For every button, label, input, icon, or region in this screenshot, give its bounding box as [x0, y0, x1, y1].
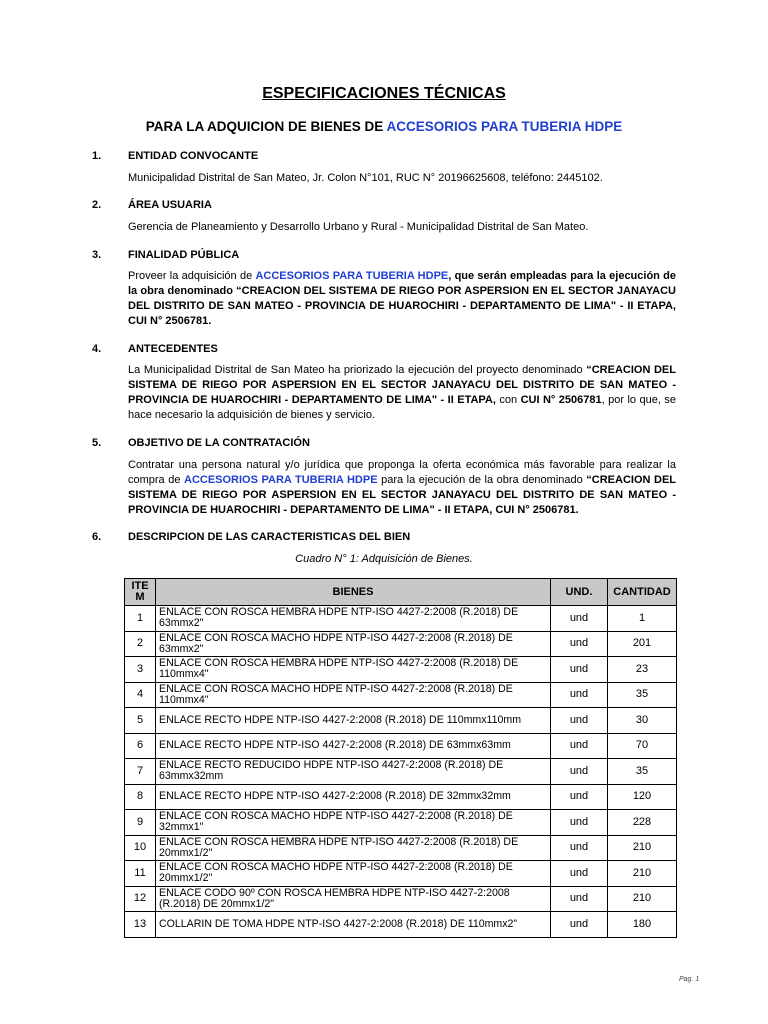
section-3-heading [92, 249, 239, 261]
cell-quantity: 228 [608, 810, 677, 836]
cell-quantity: 30 [608, 708, 677, 734]
cell-item: 5 [125, 708, 156, 734]
cell-unit: und [551, 912, 608, 938]
cell-quantity: 1 [608, 606, 677, 632]
cell-description: ENLACE CON ROSCA MACHO HDPE NTP-ISO 4427-2:2008 (R.2018) DE 63mmx2" [156, 631, 551, 657]
table-header-row [125, 579, 677, 606]
table-row [125, 835, 677, 861]
table-body [125, 606, 677, 938]
project-name-run: “CREACION DEL SISTEMA DE RIEGO POR ASPERSION EN EL SECTOR JANAYACU DEL DISTRITO DE SAN MATEO - PROVINCIA DE HUAROCHIRI - DEPARTAMENTO DE LIMA" - II ETAPA, CUI N° 2506781. [128, 474, 677, 516]
section-number: 5. [92, 437, 102, 449]
table-row [125, 708, 677, 734]
cell-unit: und [551, 835, 608, 861]
section-title: FINALIDAD PÚBLICA [128, 249, 240, 261]
cell-item: 1 [125, 606, 156, 632]
section-title: DESCRIPCION DE LAS CARACTERISTICAS DEL BIEN [128, 531, 411, 543]
section-1-text: Municipalidad Distrital de San Mateo, Jr. Colon N°101, RUC N° 20196625608, teléfono: 2445102. [128, 172, 603, 184]
cell-quantity: 180 [608, 912, 677, 938]
table-row [125, 784, 677, 810]
cell-quantity: 120 [608, 784, 677, 810]
cell-unit: und [551, 810, 608, 836]
section-1-heading [92, 150, 258, 162]
cell-description: ENLACE CODO 90º CON ROSCA HEMBRA HDPE NTP-ISO 4427-2:2008 (R.2018) DE 20mmx1/2" [156, 886, 551, 912]
table-row [125, 606, 677, 632]
section-title: ENTIDAD CONVOCANTE [128, 150, 259, 162]
section-2-text: Gerencia de Planeamiento y Desarrollo Urbano y Rural - Municipalidad Distrital de San Mateo. [128, 221, 589, 233]
section-5-text [128, 458, 676, 518]
header-item: ITE M [125, 579, 156, 606]
table-row [125, 759, 677, 785]
table-row [125, 861, 677, 887]
goods-table [124, 578, 677, 938]
cell-item: 6 [125, 733, 156, 759]
cell-item: 11 [125, 861, 156, 887]
cell-unit: und [551, 759, 608, 785]
document-title: ESPECIFICACIONES TÉCNICAS [262, 85, 506, 102]
table-row [125, 810, 677, 836]
table-row [125, 657, 677, 683]
section-5-heading [92, 437, 310, 449]
section-number: 6. [92, 531, 102, 543]
header-und: UND. [551, 579, 608, 606]
cell-description: ENLACE RECTO HDPE NTP-ISO 4427-2:2008 (R.2018) DE 110mmx110mm [156, 708, 551, 734]
header-cantidad: CANTIDAD [608, 579, 677, 606]
cell-quantity: 35 [608, 682, 677, 708]
cell-quantity: 210 [608, 886, 677, 912]
table-row [125, 631, 677, 657]
cell-item: 12 [125, 886, 156, 912]
highlight-run: ACCESORIOS PARA TUBERIA HDPE [184, 474, 378, 486]
section-title: OBJETIVO DE LA CONTRATACIÓN [128, 437, 310, 449]
cell-description: ENLACE CON ROSCA HEMBRA HDPE NTP-ISO 4427-2:2008 (R.2018) DE 110mmx4" [156, 657, 551, 683]
section-number: 3. [92, 249, 102, 261]
text-run: para la ejecución de la obra denominado [377, 474, 587, 486]
section-3-text [128, 269, 676, 329]
cell-unit: und [551, 631, 608, 657]
cell-item: 8 [125, 784, 156, 810]
cell-item: 10 [125, 835, 156, 861]
cell-quantity: 210 [608, 835, 677, 861]
cell-description: ENLACE CON ROSCA MACHO HDPE NTP-ISO 4427-2:2008 (R.2018) DE 110mmx4" [156, 682, 551, 708]
cell-quantity: 70 [608, 733, 677, 759]
section-title: ÁREA USUARIA [128, 199, 212, 211]
document-subtitle [0, 119, 768, 134]
section-number: 4. [92, 343, 102, 355]
table-row [125, 886, 677, 912]
section-6-heading [92, 531, 410, 543]
section-number: 1. [92, 150, 102, 162]
highlight-run: ACCESORIOS PARA TUBERIA HDPE [255, 270, 449, 282]
header-bienes: BIENES [156, 579, 551, 606]
table-row [125, 682, 677, 708]
cui-run: CUI N° 2506781 [520, 394, 602, 406]
text-run: , que serán empleadas para la ejecución de la obra denominado [128, 270, 677, 297]
cell-description: ENLACE CON ROSCA MACHO HDPE NTP-ISO 4427-2:2008 (R.2018) DE 32mmx1" [156, 810, 551, 836]
section-number: 2. [92, 199, 102, 211]
cell-unit: und [551, 733, 608, 759]
cell-item: 2 [125, 631, 156, 657]
text-run: Contratar una persona natural y/o jurídica que proponga la oferta económica más favorable para realizar la compra de [128, 459, 676, 486]
cell-quantity: 35 [608, 759, 677, 785]
text-run: , por lo que, se hace necesario la adquisición de bienes y servicio. [128, 394, 676, 421]
table-caption: Cuadro N° 1: Adquisición de Bienes. [295, 553, 473, 565]
cell-description: ENLACE CON ROSCA MACHO HDPE NTP-ISO 4427-2:2008 (R.2018) DE 20mmx1/2" [156, 861, 551, 887]
cell-unit: und [551, 784, 608, 810]
cell-unit: und [551, 682, 608, 708]
page-number: Pag. 1 [679, 976, 700, 983]
cell-unit: und [551, 708, 608, 734]
table-row [125, 912, 677, 938]
cell-unit: und [551, 657, 608, 683]
cell-item: 9 [125, 810, 156, 836]
section-4-text [128, 363, 676, 423]
project-name-run: “CREACION DEL SISTEMA DE RIEGO POR ASPERSION EN EL SECTOR JANAYACU DEL DISTRITO DE SAN MATEO - PROVINCIA DE HUAROCHIRI - DEPARTAMENTO DE LIMA" - II ETAPA, [128, 364, 676, 406]
subtitle-highlight: ACCESORIOS PARA TUBERIA HDPE [386, 119, 623, 134]
section-4-heading [92, 343, 218, 355]
cell-description: ENLACE RECTO HDPE NTP-ISO 4427-2:2008 (R.2018) DE 32mmx32mm [156, 784, 551, 810]
cell-unit: und [551, 861, 608, 887]
project-name-run: “CREACION DEL SISTEMA DE RIEGO POR ASPERSION EN EL SECTOR JANAYACU DEL DISTRITO DE SAN MATEO - PROVINCIA DE HUAROCHIRI - DEPARTAMENTO DE LIMA" - II ETAPA, CUI N° 2506781. [128, 285, 676, 327]
cell-unit: und [551, 886, 608, 912]
text-run: con [495, 394, 521, 406]
cell-unit: und [551, 606, 608, 632]
cell-quantity: 201 [608, 631, 677, 657]
cell-item: 13 [125, 912, 156, 938]
cell-item: 3 [125, 657, 156, 683]
cell-quantity: 210 [608, 861, 677, 887]
cell-description: ENLACE RECTO HDPE NTP-ISO 4427-2:2008 (R.2018) DE 63mmx63mm [156, 733, 551, 759]
cell-description: COLLARIN DE TOMA HDPE NTP-ISO 4427-2:2008 (R.2018) DE 110mmx2" [156, 912, 551, 938]
text-run: Proveer la adquisición de [128, 270, 256, 282]
section-2-heading [92, 199, 212, 211]
cell-description: ENLACE CON ROSCA HEMBRA HDPE NTP-ISO 4427-2:2008 (R.2018) DE 63mmx2" [156, 606, 551, 632]
table-row [125, 733, 677, 759]
cell-description: ENLACE CON ROSCA HEMBRA HDPE NTP-ISO 4427-2:2008 (R.2018) DE 20mmx1/2" [156, 835, 551, 861]
cell-description: ENLACE RECTO REDUCIDO HDPE NTP-ISO 4427-2:2008 (R.2018) DE 63mmx32mm [156, 759, 551, 785]
subtitle-prefix: PARA LA ADQUICION DE BIENES DE [145, 119, 387, 134]
cell-item: 4 [125, 682, 156, 708]
cell-quantity: 23 [608, 657, 677, 683]
cell-item: 7 [125, 759, 156, 785]
section-title: ANTECEDENTES [128, 343, 218, 355]
text-run: La Municipalidad Distrital de San Mateo ha priorizado la ejecución del proyecto denominado [128, 364, 587, 376]
